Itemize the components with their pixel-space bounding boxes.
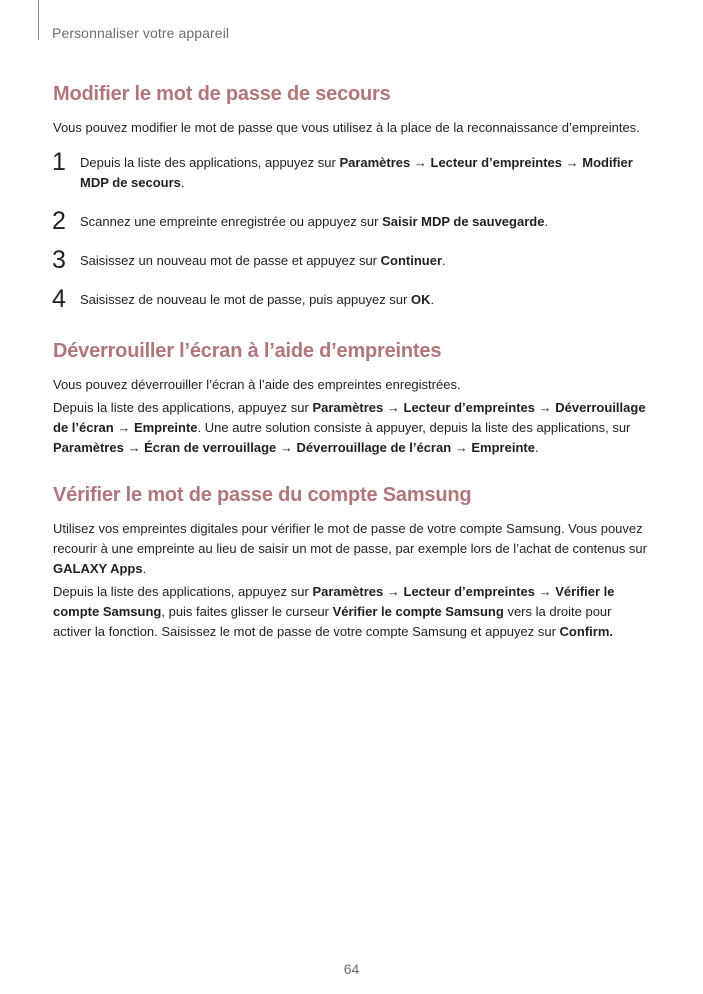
arrow-separator: → [123,440,145,455]
step-text: . [442,253,446,268]
menu-path-item: Déverrouillage de l’écran [296,440,452,455]
menu-path-item: Paramètres [53,440,124,455]
body-text: Depuis la liste des applications, appuyez sur [53,400,313,415]
arrow-separator: → [410,155,431,170]
page-content [53,83,653,642]
section-title-samsung-account: Vérifier le mot de passe du compte Samsung [53,484,472,506]
menu-path-item: Vérifier le compte Samsung [53,584,615,619]
step-text: Depuis la liste des applications, appuyez sur [80,155,340,170]
arrow-separator: → [451,440,472,455]
menu-path-item: Lecteur d’empreintes [403,584,535,599]
step-item [52,246,653,274]
app-name: GALAXY Apps [53,561,143,576]
menu-path-item: Lecteur d’empreintes [403,400,535,415]
step-text: Saisissez un nouveau mot de passe et appuyez sur [80,253,381,268]
step-text: Saisissez de nouveau le mot de passe, puis appuyez sur [80,292,411,307]
arrow-separator: → [535,584,556,599]
menu-path-item: Écran de verrouillage [144,440,277,455]
menu-path-item: Saisir MDP de sauvegarde [382,214,545,229]
menu-path-item: Empreinte [133,420,198,435]
menu-path-item: OK [410,292,431,307]
arrow-separator: → [276,440,297,455]
step-number: 4 [52,285,66,313]
menu-path-item: Paramètres [312,584,384,599]
section-body [53,582,653,642]
arrow-separator: → [113,420,134,435]
step-item [52,285,653,313]
step-text: . [430,292,435,307]
step-text: Scannez une empreinte enregistrée ou appuyez sur [80,214,383,229]
menu-path-item: Paramètres [312,400,384,415]
body-text: Utilisez vos empreintes digitales pour vérifier le mot de passe de votre compte Samsung. Vous pouvez recourir à une empreinte au lieu de saisir un mot de passe, par exemple lors de l’achat de contenus sur [53,521,647,556]
menu-path-item: Modifier MDP de secours [80,155,633,190]
section-intro: Vous pouvez déverrouiller l’écran à l’aide des empreintes enregistrées. [53,377,461,392]
header-divider [38,0,39,40]
body-text: . [534,440,539,455]
section-intro: Vous pouvez modifier le mot de passe que vous utilisez à la place de la reconnaissance d’empreintes. [53,120,640,135]
step-number: 2 [52,207,66,235]
arrow-separator: → [383,400,404,415]
step-number: 3 [52,246,66,274]
menu-path-item: Continuer [380,253,443,268]
steps-list [52,148,653,313]
arrow-separator: → [562,155,583,170]
page-header-title: Personnaliser votre appareil [52,25,230,41]
body-text: , puis faites glisser le curseur [161,604,333,619]
page-number: 64 [343,961,360,977]
section-intro [53,519,653,579]
section-title-unlock-screen: Déverrouiller l’écran à l’aide d’empreintes [53,340,442,362]
step-text: . [180,175,185,190]
menu-path-item: Paramètres [339,155,411,170]
arrow-separator: → [535,400,556,415]
step-item [52,207,653,235]
menu-path-item: Confirm. [559,624,613,639]
section-body [53,398,653,458]
step-text: . [544,214,549,229]
body-text: . Une autre solution consiste à appuyer, depuis la liste des applications, sur [197,420,631,435]
body-text: . [142,561,147,576]
menu-path-item: Vérifier le compte Samsung [332,604,504,619]
arrow-separator: → [383,584,404,599]
menu-path-item: Déverrouillage de l’écran [53,400,646,435]
body-text: vers la droite pour activer la fonction. Saisissez le mot de passe de votre compte Samsung et appuyez sur [53,604,612,639]
step-number: 1 [52,148,66,176]
section-title-backup-password: Modifier le mot de passe de secours [53,83,391,105]
step-item [52,148,653,193]
menu-path-item: Lecteur d’empreintes [430,155,562,170]
menu-path-item: Empreinte [471,440,535,455]
body-text: Depuis la liste des applications, appuyez sur [53,584,313,599]
